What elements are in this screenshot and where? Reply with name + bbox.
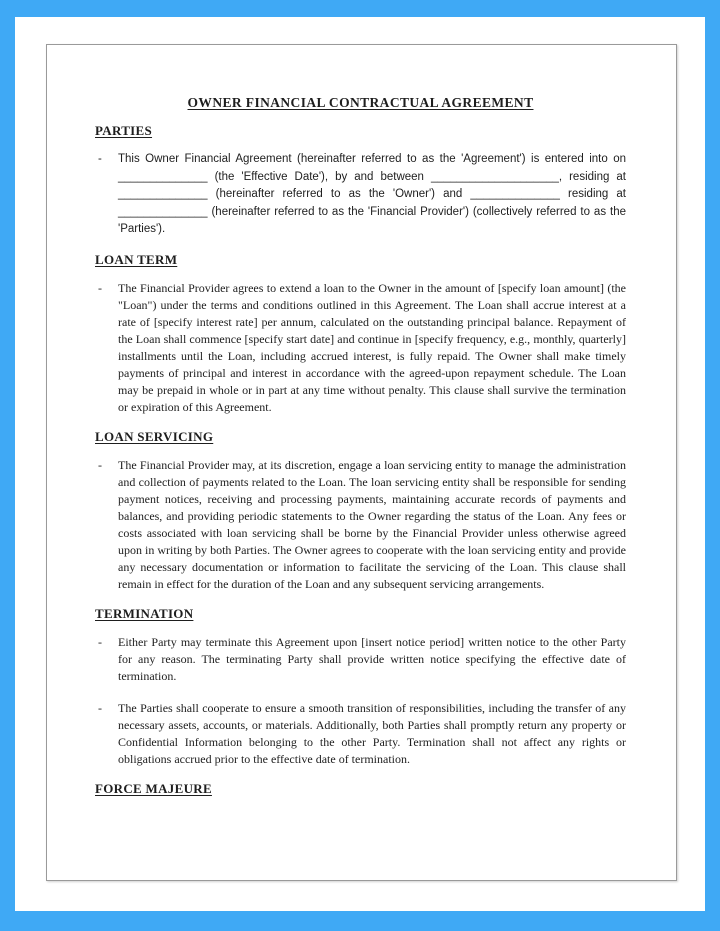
bullet-marker: - xyxy=(98,457,102,472)
document-title: OWNER FINANCIAL CONTRACTUAL AGREEMENT xyxy=(187,95,534,110)
bullet-item xyxy=(95,457,626,593)
bullet-text: The Parties shall cooperate to ensure a smooth transition of responsibilities, including the transfer of any necessary assets, accounts, or materials. Additionally, both Parties shall promptly return any property or Confidential Information belonging to the other Party. Termination shall not affect any rights or obligations accrued prior to the effective date of termination. xyxy=(118,700,626,766)
bullet-marker: - xyxy=(98,634,102,649)
document-page xyxy=(46,44,677,881)
section-heading-loan-term: LOAN TERM xyxy=(95,251,178,267)
bullet-text: Either Party may terminate this Agreement upon [insert notice period] written notice to the other Party for any reason. The terminating Party shall provide written notice specifying the effective date of termination. xyxy=(118,634,626,683)
bullet-item xyxy=(95,700,626,768)
section-loan-servicing xyxy=(95,429,626,593)
bullet-item xyxy=(95,280,626,416)
section-force-majeure xyxy=(95,781,626,797)
section-heading-termination: TERMINATION xyxy=(95,605,194,621)
bullet-marker: - xyxy=(98,700,102,715)
bullet-item xyxy=(95,151,626,239)
section-heading-force-majeure: FORCE MAJEURE xyxy=(95,780,212,796)
bullet-text: The Financial Provider may, at its discretion, engage a loan servicing entity to manage the administration and collection of payments related to the Loan. The loan servicing entity shall be responsible for sending payment notices, receiving and processing payments, maintaining accurate records of payments and balances, and providing periodic statements to the Owner regarding the status of the Loan. Any fees or costs associated with loan servicing shall be borne by the Financial Provider unless otherwise agreed upon in writing by both Parties. The Owner agrees to cooperate with the loan servicing entity and provide any necessary documentation or information to facilitate the servicing of the Loan. This clause shall remain in effect for the duration of the Loan and any subsequent servicing arrangements. xyxy=(118,457,626,591)
bullet-text: The Financial Provider agrees to extend a loan to the Owner in the amount of [specify loan amount] (the "Loan") under the terms and conditions outlined in this Agreement. The Loan shall accrue interest at a rate of [specify interest rate] per annum, calculated on the outstanding principal balance. Repayment of the Loan shall commence [specify start date] and continue in [specify frequency, e.g., monthly, quarterly] installments until the Loan, including accrued interest, is fully repaid. The Owner shall make timely payments of principal and interest in accordance with the agreed-upon repayment schedule. The Loan may be prepaid in whole or in part at any time without penalty. This clause shall survive the termination or expiration of this Agreement. xyxy=(118,280,626,414)
section-heading-loan-servicing: LOAN SERVICING xyxy=(95,428,214,444)
bullet-item xyxy=(95,634,626,685)
page-mat xyxy=(15,17,705,911)
bullet-text: This Owner Financial Agreement (hereinafter referred to as the 'Agreement') is entered into on ______________ (the 'Effective Date'), by and between ____________________, residing at ______________ (hereinafter referred to as the 'Owner') and ______________ residing at ______________ (hereinafter referred to as the 'Financial Provider') (collectively referred to as the 'Parties'). xyxy=(118,153,626,235)
bullet-marker: - xyxy=(98,280,102,295)
bullet-marker: - xyxy=(98,153,102,165)
section-parties xyxy=(95,123,626,239)
section-termination xyxy=(95,606,626,768)
document-content xyxy=(47,45,676,797)
section-loan-term xyxy=(95,252,626,416)
section-heading-parties: PARTIES xyxy=(95,123,153,138)
